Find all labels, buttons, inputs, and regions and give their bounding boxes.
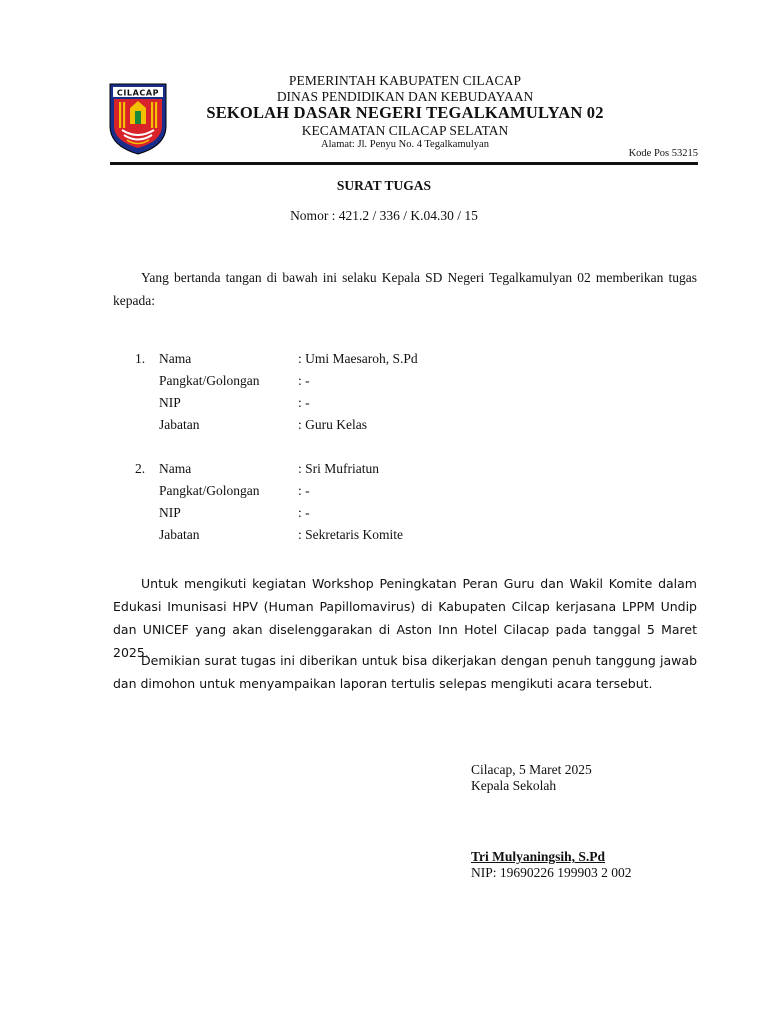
school-name: SEKOLAH DASAR NEGERI TEGALKAMULYAN 02 — [206, 103, 604, 123]
assignee-item — [113, 458, 697, 568]
assignee-row — [113, 348, 697, 370]
signature-block — [471, 762, 632, 880]
signatory-name: Tri Mulyaningsih, S.Pd — [471, 849, 606, 864]
field-value: : Sri Mufriatun — [298, 461, 379, 476]
field-value: : Guru Kelas — [298, 417, 367, 432]
logo-text: CILACAP — [116, 88, 160, 98]
district-line: KECAMATAN CILACAP SELATAN — [301, 123, 509, 138]
field-label: Pangkat/Golongan — [159, 483, 260, 498]
assignee-row — [113, 392, 697, 414]
assignee-row — [113, 502, 697, 524]
signatory-role: Kepala Sekolah — [471, 778, 557, 793]
assignee-row — [113, 414, 697, 436]
field-label: Nama — [159, 461, 192, 476]
field-label: Jabatan — [159, 417, 200, 432]
field-value: : - — [298, 395, 310, 410]
letterhead — [170, 73, 640, 151]
assignee-row — [113, 524, 697, 546]
department-line: DINAS PENDIDIKAN DAN KEBUDAYAAN — [276, 88, 534, 104]
cilacap-emblem-logo — [108, 82, 168, 156]
field-value: : - — [298, 505, 310, 520]
postal-code: Kode Pos 53215 — [628, 148, 698, 159]
signatory-nip: NIP: 19690226 199903 2 002 — [471, 865, 632, 880]
field-value: : - — [298, 483, 310, 498]
letter-number: Nomor : 421.2 / 336 / K.04.30 / 15 — [290, 208, 478, 223]
opening-paragraph: Yang bertanda tangan di bawah ini selaku Kepala SD Negeri Tegalkamulyan 02 memberikan tugas kepada: — [113, 270, 697, 308]
field-label: NIP — [159, 505, 181, 520]
assignee-row — [113, 370, 697, 392]
letterhead-divider — [110, 162, 698, 165]
assignee-row — [113, 480, 697, 502]
letter-title: SURAT TUGAS — [336, 178, 432, 193]
assignee-number: 1. — [135, 351, 146, 366]
purpose-paragraph: Untuk mengikuti kegiatan Workshop Peningkatan Peran Guru dan Wakil Komite dalam Edukasi Imunisasi HPV (Human Papillomavirus) di Kabupaten Cilcap kerjasana LPPM Undip dan UNICEF yang akan diselenggarakan di Aston Inn Hotel Cilacap pada tanggal 5 Maret 2025. — [113, 576, 697, 660]
assignee-item — [113, 348, 697, 458]
assignee-list — [113, 348, 697, 568]
government-line: PEMERINTAH KABUPATEN CILACAP — [288, 73, 522, 88]
address-line: Alamat: Jl. Penyu No. 4 Tegalkamulyan — [321, 138, 489, 150]
place-date: Cilacap, 5 Maret 2025 — [471, 762, 592, 777]
field-label: Jabatan — [159, 527, 200, 542]
assignee-number: 2. — [135, 461, 146, 476]
assignee-row — [113, 458, 697, 480]
closing-paragraph: Demikian surat tugas ini diberikan untuk bisa dikerjakan dengan penuh tanggung jawab dan dimohon untuk menyampaikan laporan tertulis selepas mengikuti acara tersebut. — [113, 653, 697, 691]
field-label: Nama — [159, 351, 192, 366]
field-value: : Umi Maesaroh, S.Pd — [298, 351, 418, 366]
field-label: NIP — [159, 395, 181, 410]
field-value: : - — [298, 373, 310, 388]
field-label: Pangkat/Golongan — [159, 373, 260, 388]
field-value: : Sekretaris Komite — [298, 527, 403, 542]
